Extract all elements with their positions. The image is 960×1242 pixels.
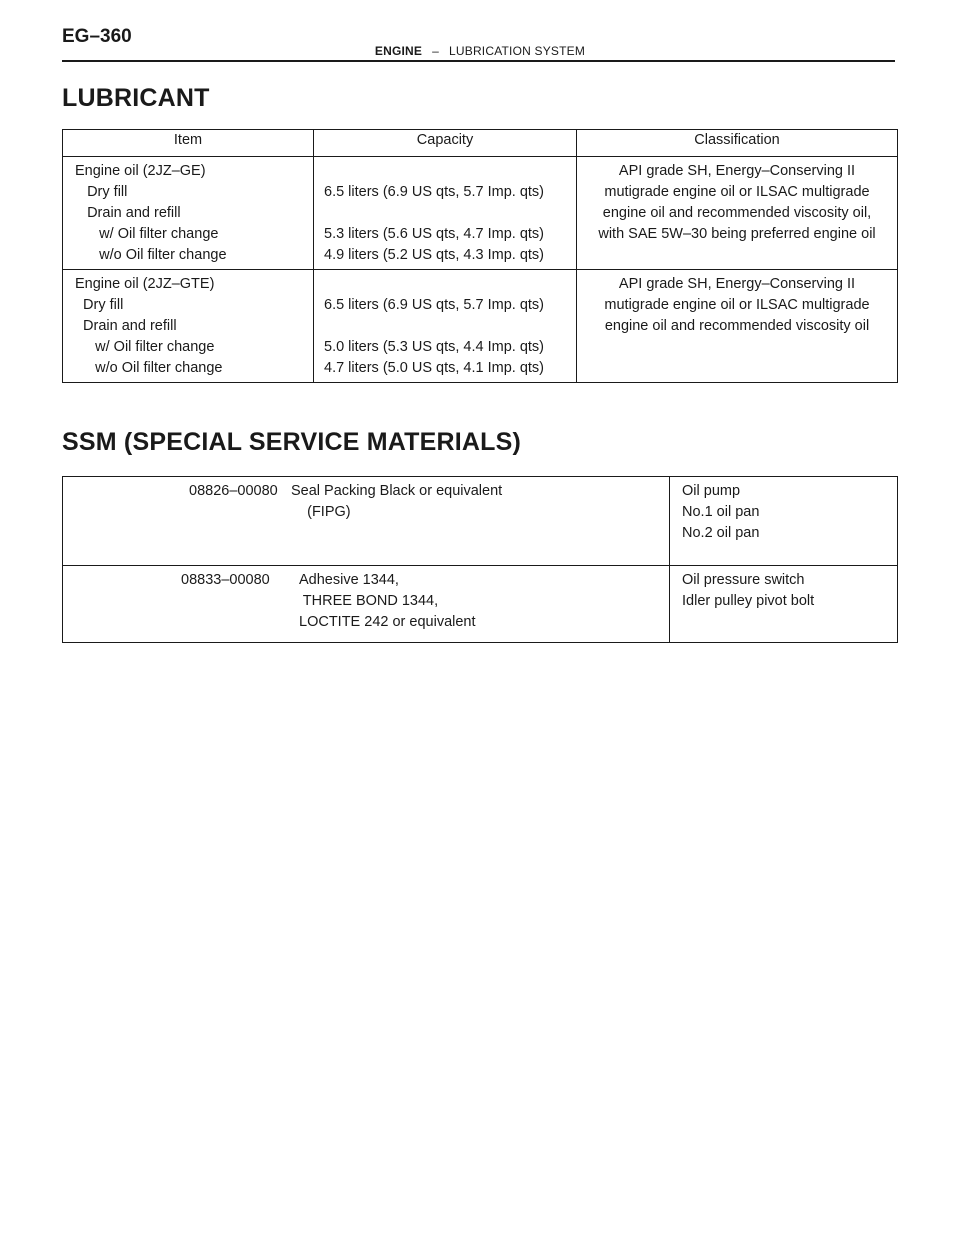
item-line: w/ Oil filter change <box>75 339 215 355</box>
item-line: Engine oil (2JZ–GTE) <box>75 276 215 292</box>
part-number: 08826–00080 <box>189 483 278 499</box>
classification-line: API grade SH, Energy–Conserving II <box>618 276 856 292</box>
item-line: Dry fill <box>75 184 128 200</box>
column-header-classification: Classification <box>577 130 898 157</box>
classification-cell <box>577 157 898 270</box>
capacity-line <box>314 203 576 224</box>
material-cell <box>63 477 670 566</box>
capacity-line: 6.5 liters (6.9 US qts, 5.7 Imp. qts) <box>324 297 544 313</box>
classification-line: mutigrade engine oil or ILSAC multigrade <box>604 184 870 200</box>
capacity-line: 6.5 liters (6.9 US qts, 5.7 Imp. qts) <box>324 184 544 200</box>
header-separator: – <box>432 44 439 58</box>
running-header <box>0 44 960 58</box>
subsection-name: LUBRICATION SYSTEM <box>449 44 586 58</box>
capacity-cell <box>314 157 577 270</box>
use-item: No.1 oil pan <box>682 504 760 520</box>
table-row <box>63 477 898 566</box>
capacity-line <box>314 274 576 295</box>
classification-cell <box>577 270 898 383</box>
use-item: Oil pressure switch <box>682 572 805 588</box>
capacity-line <box>314 161 576 182</box>
use-item: No.2 oil pan <box>682 525 760 541</box>
item-line: Drain and refill <box>75 205 181 221</box>
part-number: 08833–00080 <box>181 572 270 588</box>
material-description: Seal Packing Black or equivalent (FIPG) <box>291 483 503 520</box>
item-line: Dry fill <box>75 297 124 313</box>
classification-line: API grade SH, Energy–Conserving II <box>618 163 856 179</box>
capacity-line: 5.3 liters (5.6 US qts, 4.7 Imp. qts) <box>324 226 544 242</box>
item-cell <box>63 270 314 383</box>
classification-line: mutigrade engine oil or ILSAC multigrade <box>604 297 870 313</box>
item-line: w/o Oil filter change <box>75 247 227 263</box>
header-rule <box>62 60 895 62</box>
section-name: ENGINE <box>374 44 423 58</box>
use-item: Idler pulley pivot bolt <box>682 593 815 609</box>
lubricant-table <box>62 129 898 383</box>
item-cell <box>63 157 314 270</box>
classification-line: engine oil and recommended viscosity oil <box>604 318 870 334</box>
item-line: Drain and refill <box>75 318 177 334</box>
capacity-line: 5.0 liters (5.3 US qts, 4.4 Imp. qts) <box>324 339 544 355</box>
capacity-line: 4.7 liters (5.0 US qts, 4.1 Imp. qts) <box>324 360 544 376</box>
column-header-capacity: Capacity <box>314 130 577 157</box>
table-row <box>63 566 898 643</box>
classification-line: with SAE 5W–30 being preferred engine oil <box>598 226 876 242</box>
capacity-cell <box>314 270 577 383</box>
item-line: w/o Oil filter change <box>75 360 223 376</box>
use-item: Oil pump <box>682 483 741 499</box>
item-line: w/ Oil filter change <box>75 226 219 242</box>
page-number: EG–360 <box>62 26 132 47</box>
material-description: Adhesive 1344, THREE BOND 1344, LOCTITE 242 or equivalent <box>299 572 476 630</box>
column-header-item: Item <box>63 130 314 157</box>
ssm-heading: SSM (SPECIAL SERVICE MATERIALS) <box>62 428 522 456</box>
lubricant-header-row <box>63 130 898 157</box>
uses-cell <box>670 477 898 566</box>
table-row <box>63 157 898 270</box>
classification-line: engine oil and recommended viscosity oil, <box>602 205 872 221</box>
material-cell <box>63 566 670 643</box>
table-row <box>63 270 898 383</box>
item-line: Engine oil (2JZ–GE) <box>75 163 206 179</box>
lubricant-heading: LUBRICANT <box>62 84 210 112</box>
ssm-table <box>62 476 898 643</box>
capacity-line: 4.9 liters (5.2 US qts, 4.3 Imp. qts) <box>324 247 544 263</box>
capacity-line <box>314 316 576 337</box>
uses-cell <box>670 566 898 643</box>
